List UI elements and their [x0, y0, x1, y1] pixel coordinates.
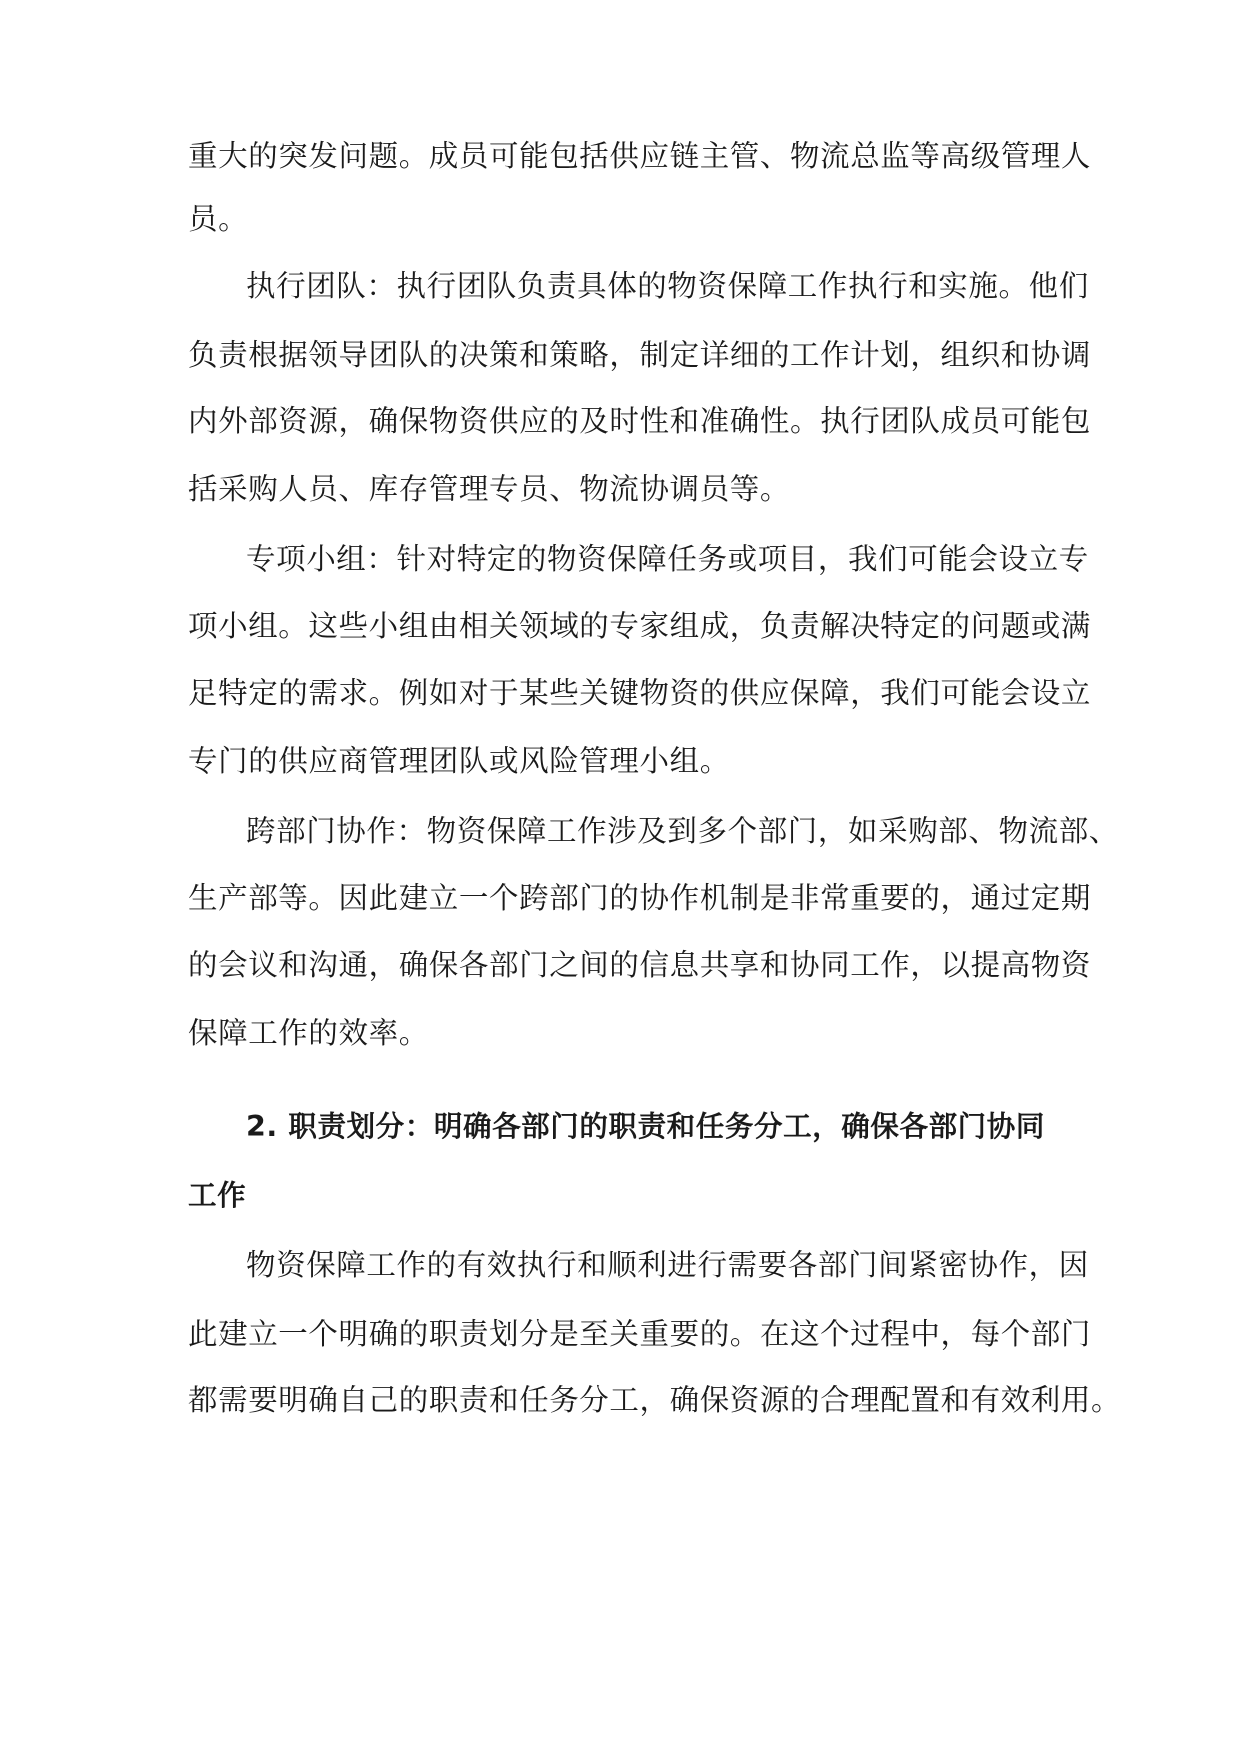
paragraph-line: 生产部等。因此建立一个跨部门的协作机制是非常重要的，通过定期	[188, 881, 1092, 915]
paragraph-line: 括采购人员、库存管理专员、物流协调员等。	[188, 472, 791, 506]
paragraph-line: 保障工作的效率。	[188, 1016, 429, 1050]
paragraph-line: 负责根据领导团队的决策和策略，制定详细的工作计划，组织和协调	[188, 338, 1092, 372]
paragraph-line: 的会议和沟通，确保各部门之间的信息共享和协同工作，以提高物资	[188, 948, 1092, 982]
section-heading: 2. 职责划分：明确各部门的职责和任务分工，确保各部门协同	[246, 1110, 1045, 1143]
paragraph-line: 足特定的需求。例如对于某些关键物资的供应保障，我们可能会设立	[188, 676, 1092, 710]
paragraph-line: 此建立一个明确的职责划分是至关重要的。在这个过程中，每个部门	[188, 1317, 1092, 1351]
paragraph-line: 项小组。这些小组由相关领域的专家组成，负责解决特定的问题或满	[188, 609, 1092, 643]
paragraph-line: 内外部资源，确保物资供应的及时性和准确性。执行团队成员可能包	[188, 404, 1092, 438]
paragraph-line: 专项小组：针对特定的物资保障任务或项目，我们可能会设立专	[246, 542, 1089, 576]
paragraph-line: 都需要明确自己的职责和任务分工，确保资源的合理配置和有效利用。	[188, 1383, 1122, 1417]
paragraph-line: 重大的突发问题。成员可能包括供应链主管、物流总监等高级管理人	[188, 139, 1092, 173]
paragraph-line: 员。	[188, 202, 249, 236]
paragraph-line: 执行团队：执行团队负责具体的物资保障工作执行和实施。他们	[246, 269, 1089, 303]
paragraph-line: 物资保障工作的有效执行和顺利进行需要各部门间紧密协作，因	[246, 1248, 1089, 1282]
paragraph-line: 专门的供应商管理团队或风险管理小组。	[188, 744, 730, 778]
paragraph-line: 跨部门协作：物资保障工作涉及到多个部门，如采购部、物流部、	[246, 814, 1119, 848]
section-heading-continuation: 工作	[188, 1179, 247, 1212]
